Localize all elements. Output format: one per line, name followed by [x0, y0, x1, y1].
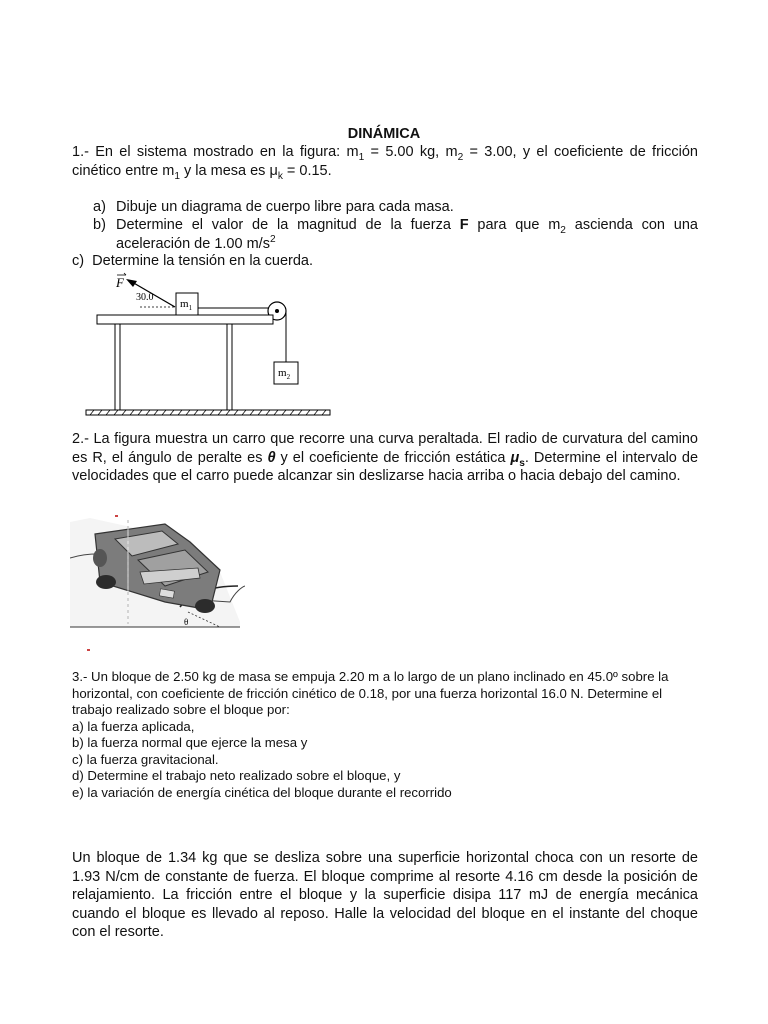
problem-3-item-b: b) la fuerza normal que ejerce la mesa y — [72, 735, 308, 750]
problem-3-line: trabajo realizado sobre el bloque por: — [72, 702, 290, 717]
problem-3-item-a: a) la fuerza aplicada, — [72, 718, 195, 734]
problem-3-line: 3.- Un bloque de 2.50 kg de masa se empuja 2.20 m a lo largo de un plano inclinado en 45.0º sobre la — [72, 669, 669, 684]
problem-3-item-c: c) la fuerza gravitacional. — [72, 751, 219, 767]
problem-1-item-c: c) Determine la tensión en la cuerda. — [72, 253, 314, 269]
problem-3-statement — [72, 669, 698, 801]
problem-3-item-d: d) Determine el trabajo neto realizado sobre el bloque, y — [72, 768, 401, 783]
table-leg-left — [115, 324, 120, 410]
force-label: F — [116, 275, 124, 290]
problem-1-statement: 1.- En el sistema mostrado en la figura: $m_1 = 5.00$ kg, $m_2 = 3.00$, y el coeficiente de fricción cinético entre $m_1$ y la mesa es $\mu_k = 0.15$. — [72, 144, 698, 182]
problem-4-statement: Un bloque de 1.34 kg que se desliza sobre una superficie horizontal choca con un resorte de 1.93 N/cm de constante de fuerza. El bloque comprime al resorte 4.16 cm desde la posición de relajamiento. La fricción entre el bloque y la superficie disipa 117 mJ de energía mecánica cuando el bloque es llevado al reposo. Halle la velocidad del bloque en el instante del choque con el resorte. — [72, 850, 698, 940]
mass-1-label: $m_1$ — [180, 298, 193, 312]
angle-label: 30.0 — [136, 292, 154, 303]
figure-banked-curve-car — [70, 512, 245, 657]
table-leg-right — [227, 324, 232, 410]
document-page: DINÁMICA 1.- En el sistema mostrado en la figura: $m_1 = 5.00$ kg, $m_2 = 3.00$, y el coeficiente de fricción cinético entre $m_1$ y la mesa es $\mu_k = 0.15$. a) Dibuje un diagrama de cuerpo libre para cada masa. b) Determine el valor de la magnitud de la fuerza F para que $m_2$ ascienda con una aceleración de 1.00 $m/s^2$ c) Determine la tensión en la cuerda. F 30.0 $m_1$ $m_2$ 2.- La figura muestra un carro que recorre una curva peraltada. El radio de curvatura del camino es R, el ángulo de peralte es θ y el coeficiente de fricción estática $\mu_s$. Determine el intervalo de velocidades que el carro puede alcanzar sin deslizarse hacia arriba o hacia debajo del camino. θ 3.- Un bloque de 2.50 kg de masa se empuja 2.20 m a lo largo de un plano inclinado en 45.0º sobre la horizontal, con coeficiente de fricción cinético de 0.18, por una fuerza horizontal 16.0 N. Determine el trabajo realizado sobre el bloque por: a) la fuerza aplicada, b) la fuerza normal que ejerce la mesa y c) la fuerza gravitacional. d) Determine el trabajo neto realizado sobre el bloque, y e) la variación de energía cinética del bloque durante el recorrido Un bloque de 1.34 kg que se desliza sobre una superficie horizontal choca con un resorte de 1.93 N/cm de constante de fuerza. El bloque comprime al resorte 4.16 cm desde la posición de relajamiento. La fricción entre el bloque y la superficie disipa 117 mJ de energía mecánica cuando el bloque es llevado al reposo. Halle la velocidad del bloque en el instante del choque con el resorte. — [0, 0, 768, 1024]
mass-2-label: $m_2$ — [278, 367, 291, 381]
force-arrow-head — [126, 279, 137, 287]
problem-3-line: horizontal, con coeficiente de fricción cinético de 0.18, por una fuerza horizontal 16.0 N. Determine el — [72, 685, 663, 701]
problem-2-statement: 2.- La figura muestra un carro que recorre una curva peraltada. El radio de curvatura del camino es R, el ángulo de peralte es θ y el coeficiente de fricción estática $\mu_s$. Determine el intervalo de velocidades que el carro puede alcanzar sin deslizarse hacia arriba o hacia debajo del camino. — [72, 431, 699, 484]
table-top — [97, 315, 273, 324]
problem-3-item-e: e) la variación de energía cinética del bloque durante el recorrido — [72, 784, 452, 800]
page-title: DINÁMICA — [347, 126, 421, 142]
figure-table-pulley — [80, 270, 340, 420]
theta-label: θ — [184, 617, 189, 627]
